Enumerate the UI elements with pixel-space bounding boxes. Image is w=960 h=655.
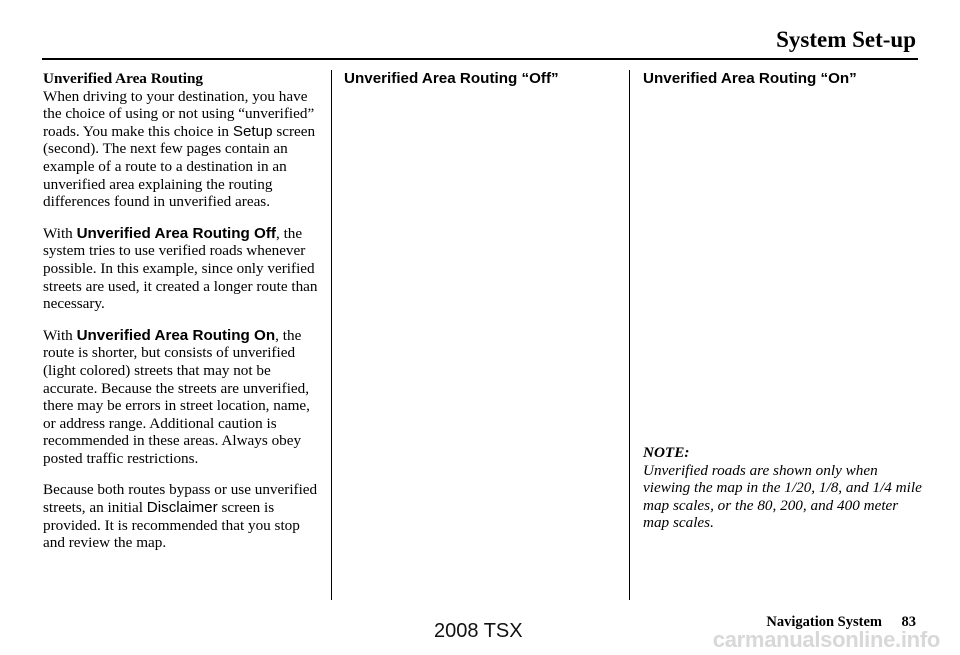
section-heading: Unverified Area Routing [43, 70, 204, 87]
note-block [643, 444, 923, 532]
intro-text-cont: screen (second). The next few pages contain an example of a route to a destination in an unverified area explaining the routing differences found in unverified areas. [43, 122, 316, 211]
routing-on-term: Unverified Area Routing On [76, 326, 276, 344]
header-divider [42, 58, 918, 60]
setup-term: Setup [232, 122, 273, 140]
routing-off-prefix: With [43, 224, 77, 242]
intro-text: When driving to your destination, you have the choice of using or not using “unverified” roads. You make this choice in [43, 87, 315, 140]
note-text: Unverified roads are shown only when viewing the map in the 1/20, 1/8, and 1/4 mile map scales, or the 80, 200, and 400 meter map scales. [643, 461, 922, 532]
column-divider [629, 70, 630, 600]
routing-on-text: , the route is shorter, but consists of unverified (light colored) streets that may not be accurate. Because the streets are unverified, there may be errors in street location, name, or address range. Additional caution is recommended in these areas. Always obey posted traffic restrictions. [43, 326, 310, 467]
note-label: NOTE: [643, 444, 690, 461]
page-number: 83 [901, 614, 916, 630]
routing-off-paragraph [43, 225, 325, 313]
column-divider [331, 70, 332, 600]
routing-on-heading: Unverified Area Routing “On” [643, 70, 857, 87]
site-watermark: carmanualsonline.info [712, 627, 940, 652]
routing-on-prefix: With [43, 326, 77, 344]
page-title: System Set-up [776, 27, 916, 52]
disclaimer-text: screen is provided. It is recommended that you stop and review the map. [43, 499, 300, 552]
routing-on-paragraph [43, 327, 325, 468]
disclaimer-paragraph [43, 481, 325, 551]
disclaimer-term: Disclaimer [146, 499, 218, 517]
model-watermark: 2008 TSX [434, 620, 523, 642]
routing-off-heading: Unverified Area Routing “Off” [344, 70, 559, 87]
middle-column [344, 70, 619, 88]
intro-paragraph [43, 88, 325, 211]
left-column [43, 70, 325, 552]
disclaimer-prefix: Because both routes bypass or use unverified streets, an initial [43, 481, 318, 517]
footer-section-title: Navigation System [766, 614, 882, 630]
routing-off-text: , the system tries to use verified roads whenever possible. In this example, since only verified streets are used, it created a longer route than necessary. [43, 224, 318, 313]
right-column [643, 70, 923, 88]
routing-off-term: Unverified Area Routing Off [76, 224, 276, 242]
